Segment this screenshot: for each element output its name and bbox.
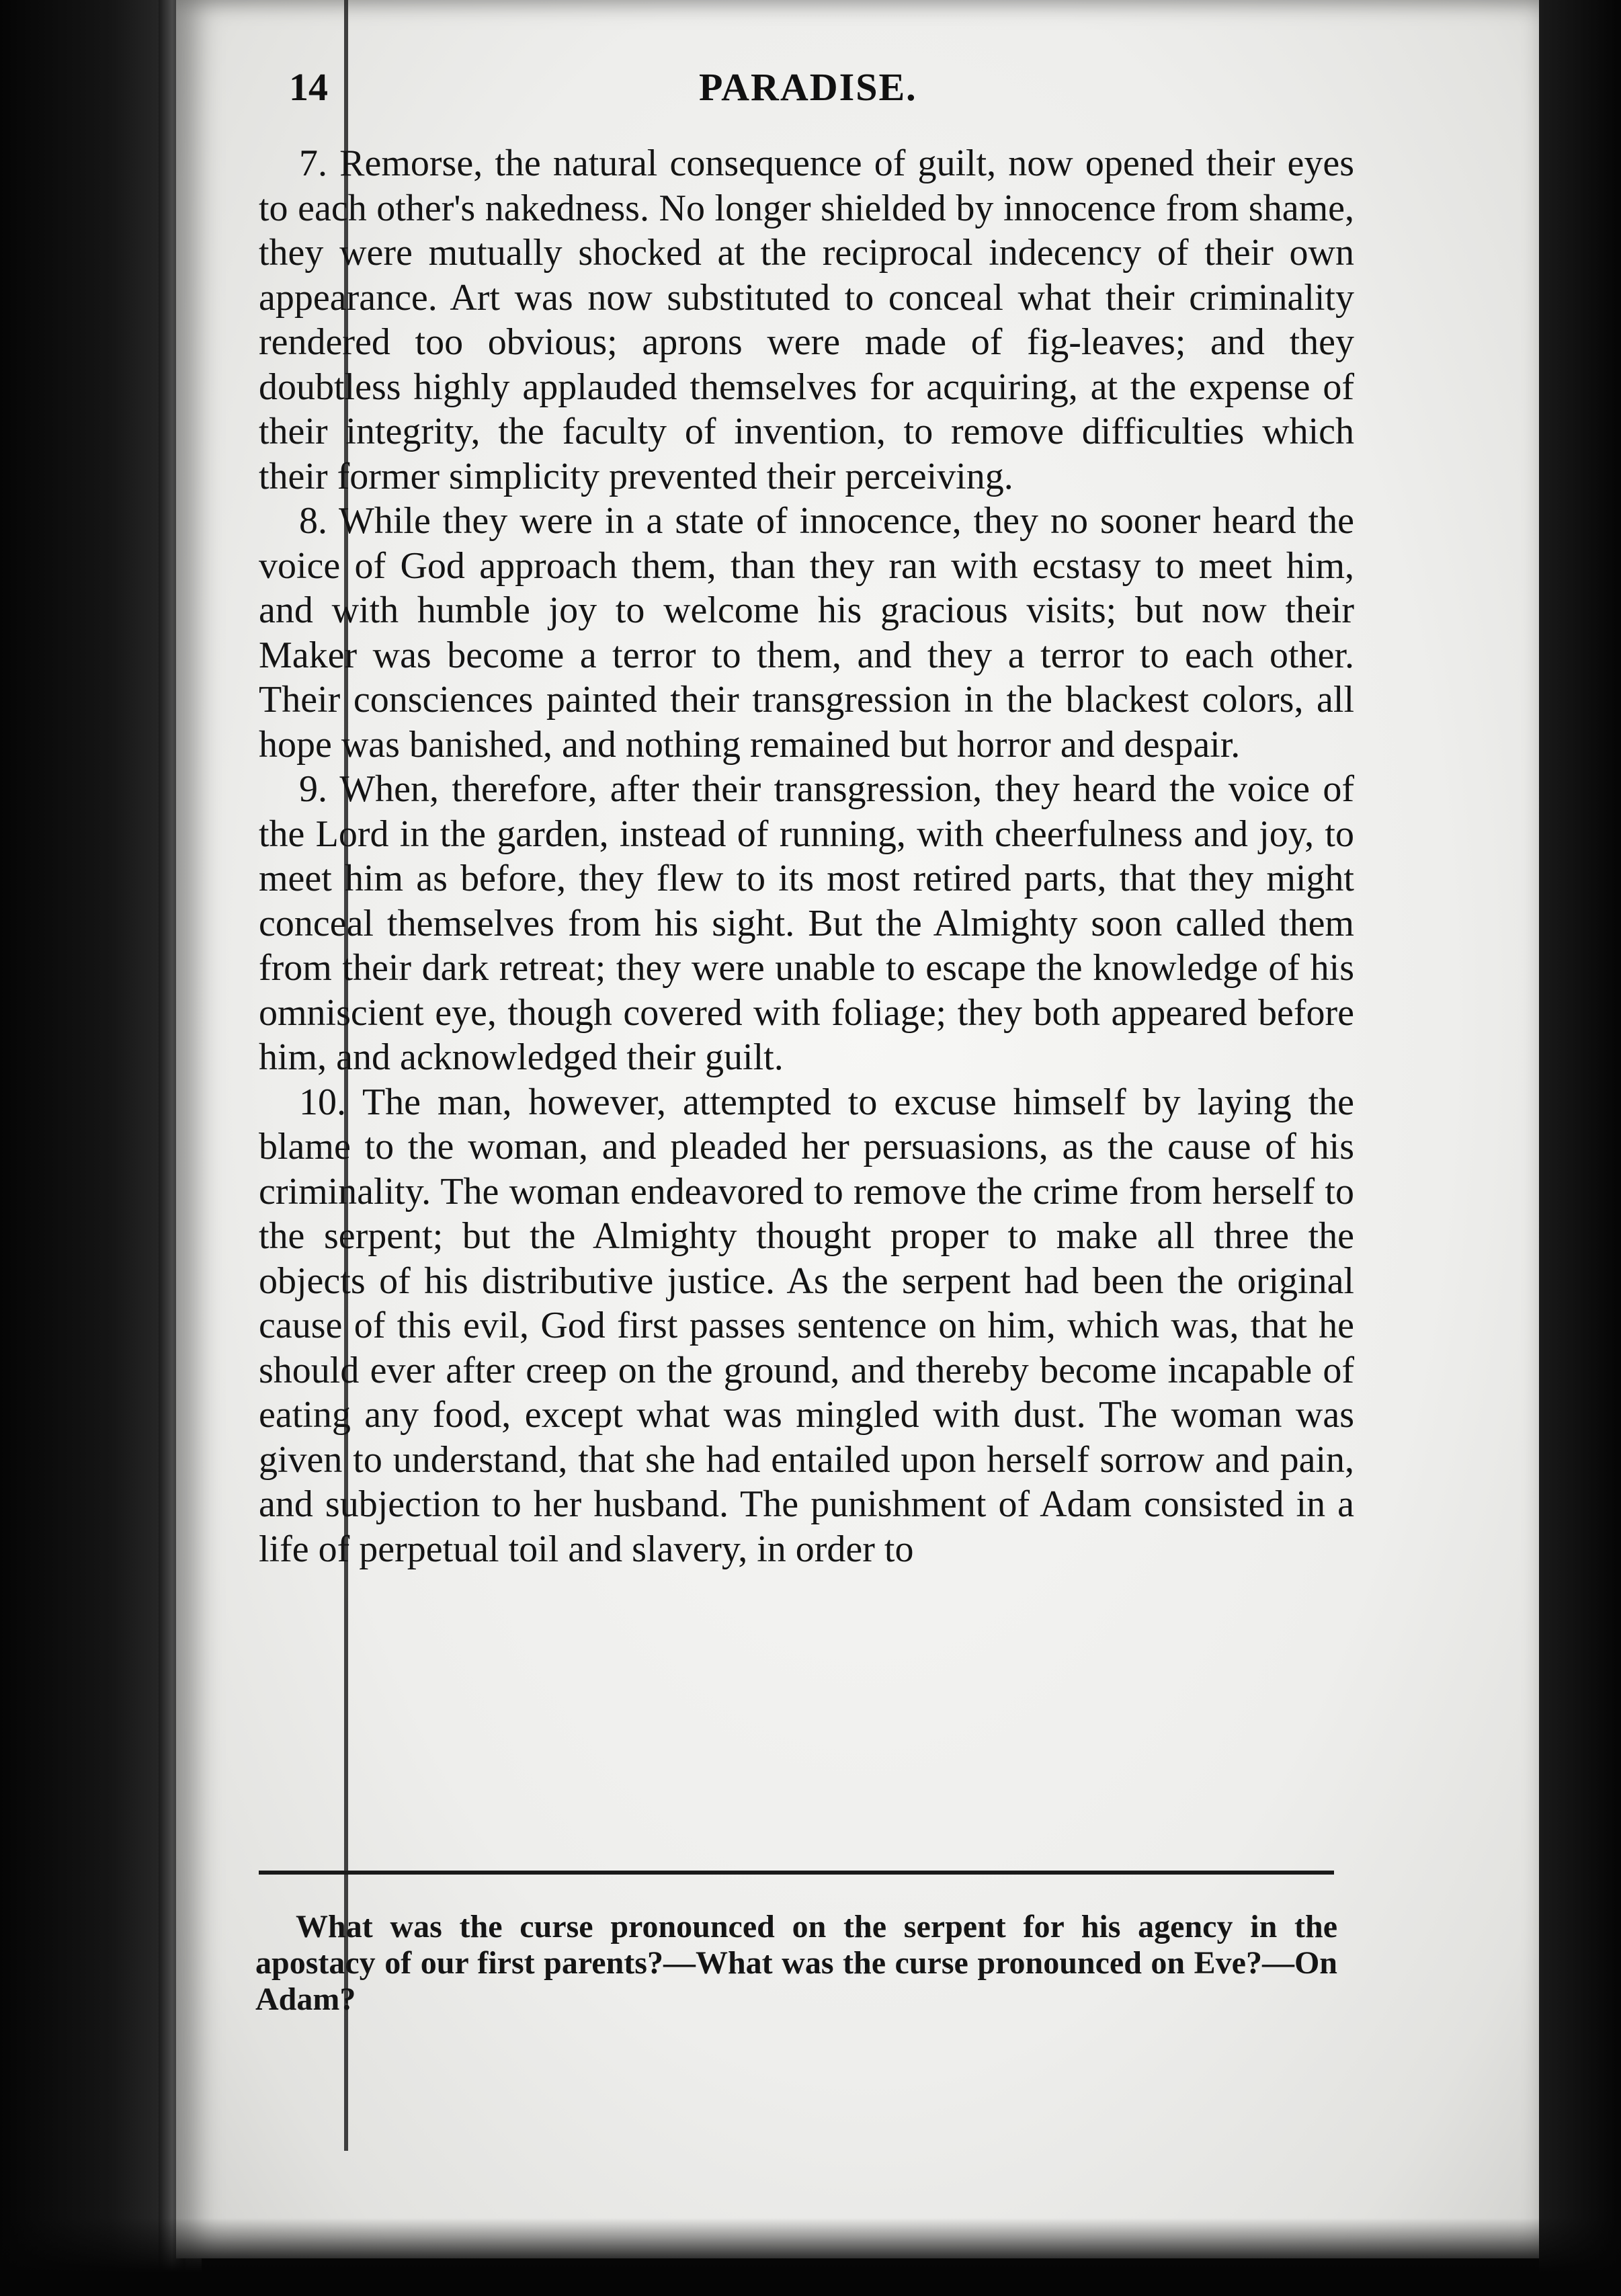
page-header: [282, 65, 1358, 118]
body-text: [259, 141, 1354, 1571]
running-title: PARADISE.: [699, 65, 917, 109]
paragraph-9: 9. When, therefore, after their transgression, they heard the voice of the Lord in the garden, instead of running, with cheerfulness and joy, to meet him as before, they flew to its most retired parts, that they might conceal themselves from his sight. But the Almighty soon called them from their dark retreat; they were unable to escape the knowledge of his omniscient eye, though covered with foliage; they both appeared before him, and acknowledged their guilt.: [259, 768, 1354, 1078]
paragraph-10: 10. The man, however, attempted to excuse himself by laying the blame to the woman, and pleaded her persuasions, as the cause of his criminality. The woman endeavored to remove the crime from herself to the serpent; but the Almighty thought proper to make all three the objects of his distributive justice. As the serpent had been the original cause of this evil, God first passes sentence on him, which was, that he should ever after creep on the ground, and thereby become incapable of eating any food, except what was mingled with dust. The woman was given to understand, that she had entailed upon herself sorrow and pain, and subjection to her husband. The punishment of Adam consisted in a life of perpetual toil and slavery, in order to: [259, 1081, 1354, 1570]
study-question: What was the curse pronounced on the serpent for his agency in the apostacy of our first parents?—What was the curse pronounced on Eve?—On Adam?: [255, 1909, 1337, 2017]
page-number: 14: [289, 65, 328, 109]
bottom-edge-shadow: [0, 2218, 1621, 2296]
paragraph-8: 8. While they were in a state of innocence, they no sooner heard the voice of God approach them, than they ran with ecstasy to meet him, and with humble joy to welcome his gracious visits; but now their Maker was become a terror to them, and they a terror to each other. Their consciences painted their transgression in the blackest colors, all hope was banished, and nothing remained but horror and despair.: [259, 500, 1354, 766]
footnote-rule: [259, 1871, 1334, 1875]
paragraph-7: 7. Remorse, the natural consequence of guilt, now opened their eyes to each other's nakedness. No longer shielded by innocence from shame, they were mutually shocked at the reciprocal indecency of their own appearance. Art was now substituted to conceal what their criminality rendered too obvious; aprons were made of fig-leaves; and they doubtless highly applauded themselves for acquiring, at the expense of their integrity, the faculty of invention, to remove difficulties which their former simplicity prevented their perceiving.: [259, 142, 1354, 497]
right-edge-shadow: [1539, 0, 1621, 2296]
